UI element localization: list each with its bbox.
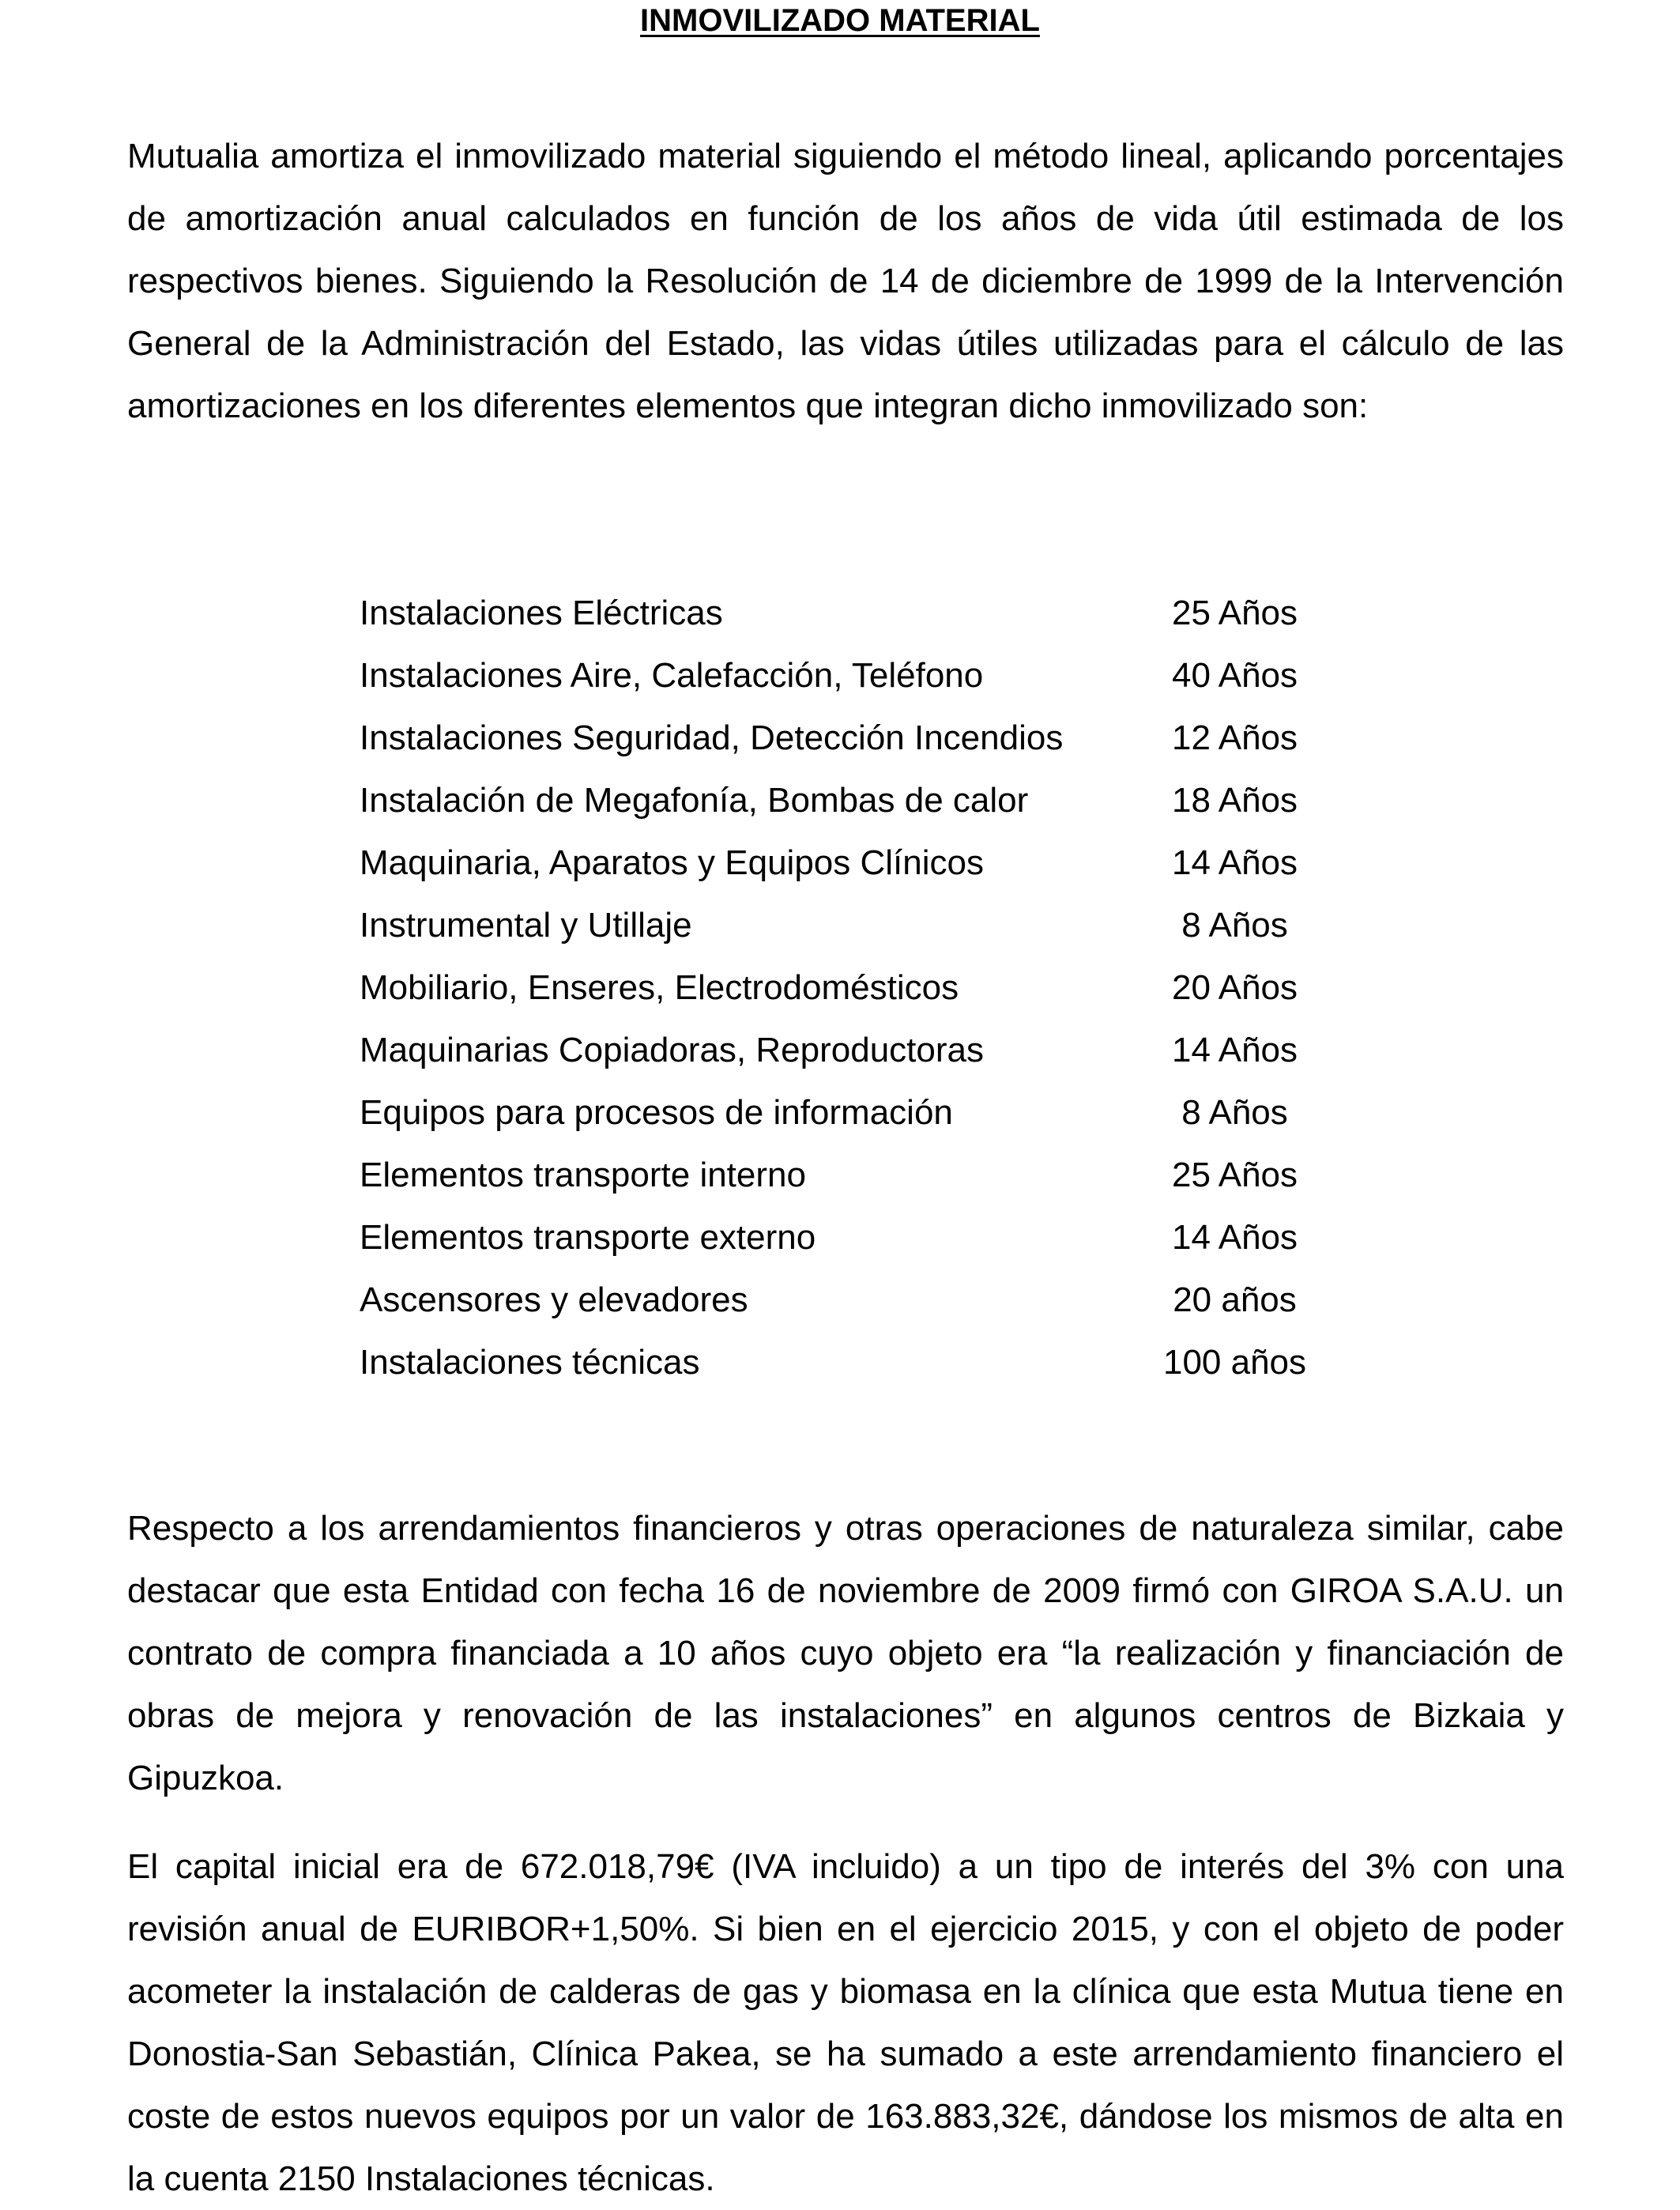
list-item [360,1019,1324,1081]
asset-name: Maquinarias Copiadoras, Reproductoras [360,1031,984,1069]
asset-name: Instrumental y Utillaje [360,906,692,945]
useful-lives-list [360,582,1324,1394]
list-item [360,1144,1324,1206]
intro-paragraph: Mutualia amortiza el inmovilizado material siguiendo el método lineal, aplicando porcentajes de amortización anual calculados en función de los años de vida útil estimada de los respectivos bienes. Siguiendo la Resolución de 14 de diciembre de 1999 de la Intervención General de la Administración del Estado, las vidas útiles utilizadas para el cálculo de las amortizaciones en los diferentes elementos que integran dicho inmovilizado son: [127,137,1564,425]
list-item [360,707,1324,769]
useful-life-years: 8 Años [1181,906,1288,945]
list-item [360,894,1324,956]
asset-name: Instalaciones técnicas [360,1343,700,1382]
asset-name: Instalaciones Eléctricas [360,594,723,632]
asset-name: Elementos transporte externo [360,1218,816,1257]
useful-life-years: 12 Años [1171,718,1298,757]
useful-life-years: 20 años [1173,1280,1297,1319]
list-item [360,1081,1324,1144]
capital-paragraph: El capital inicial era de 672.018,79€ (IVA incluido) a un tipo de interés del 3% con una revisión anual de EURIBOR+1,50%. Si bien en el ejercicio 2015, y con el objeto de poder acometer la instalación de calderas de gas y biomasa en la clínica que esta Mutua tiene en Donostia-San Sebastián, Clínica Pakea, se ha sumado a este arrendamiento financiero el coste de estos nuevos equipos por un valor de 163.883,32€, dándose los mismos de alta en la cuenta 2150 Instalaciones técnicas. [127,1847,1564,2198]
useful-life-years: 100 años [1162,1343,1307,1382]
useful-life-years: 8 Años [1181,1093,1288,1132]
useful-life-years: 25 Años [1171,594,1298,632]
list-item [360,769,1324,832]
useful-life-years: 14 Años [1171,843,1298,882]
useful-life-years: 14 Años [1171,1218,1298,1257]
list-item [360,582,1324,644]
asset-name: Instalación de Megafonía, Bombas de calor [360,781,1029,820]
list-item [360,1331,1324,1394]
useful-life-years: 20 Años [1171,968,1298,1007]
useful-life-years: 25 Años [1171,1156,1298,1194]
asset-name: Mobiliario, Enseres, Electrodomésticos [360,968,959,1007]
list-item [360,832,1324,894]
leasing-paragraph: Respecto a los arrendamientos financieros y otras operaciones de naturaleza similar, cabe destacar que esta Entidad con fecha 16 de noviembre de 2009 firmó con GIROA S.A.U. un contrato de compra financiada a 10 años cuyo objeto era “la realización y financiación de obras de mejora y renovación de las instalaciones” en algunos centros de Bizkaia y Gipuzkoa. [127,1509,1564,1797]
asset-name: Equipos para procesos de información [360,1093,953,1132]
asset-name: Elementos transporte interno [360,1156,806,1194]
useful-life-years: 14 Años [1171,1031,1298,1069]
useful-life-years: 18 Años [1171,781,1298,820]
asset-name: Instalaciones Seguridad, Detección Incendios [360,718,1064,757]
list-item [360,1269,1324,1331]
asset-name: Ascensores y elevadores [360,1280,748,1319]
page-title: INMOVILIZADO MATERIAL [640,3,1040,38]
useful-life-years: 40 Años [1171,656,1298,695]
asset-name: Maquinaria, Aparatos y Equipos Clínicos [360,843,984,882]
list-item [360,644,1324,707]
list-item [360,1206,1324,1269]
asset-name: Instalaciones Aire, Calefacción, Teléfono [360,656,984,695]
list-item [360,956,1324,1019]
